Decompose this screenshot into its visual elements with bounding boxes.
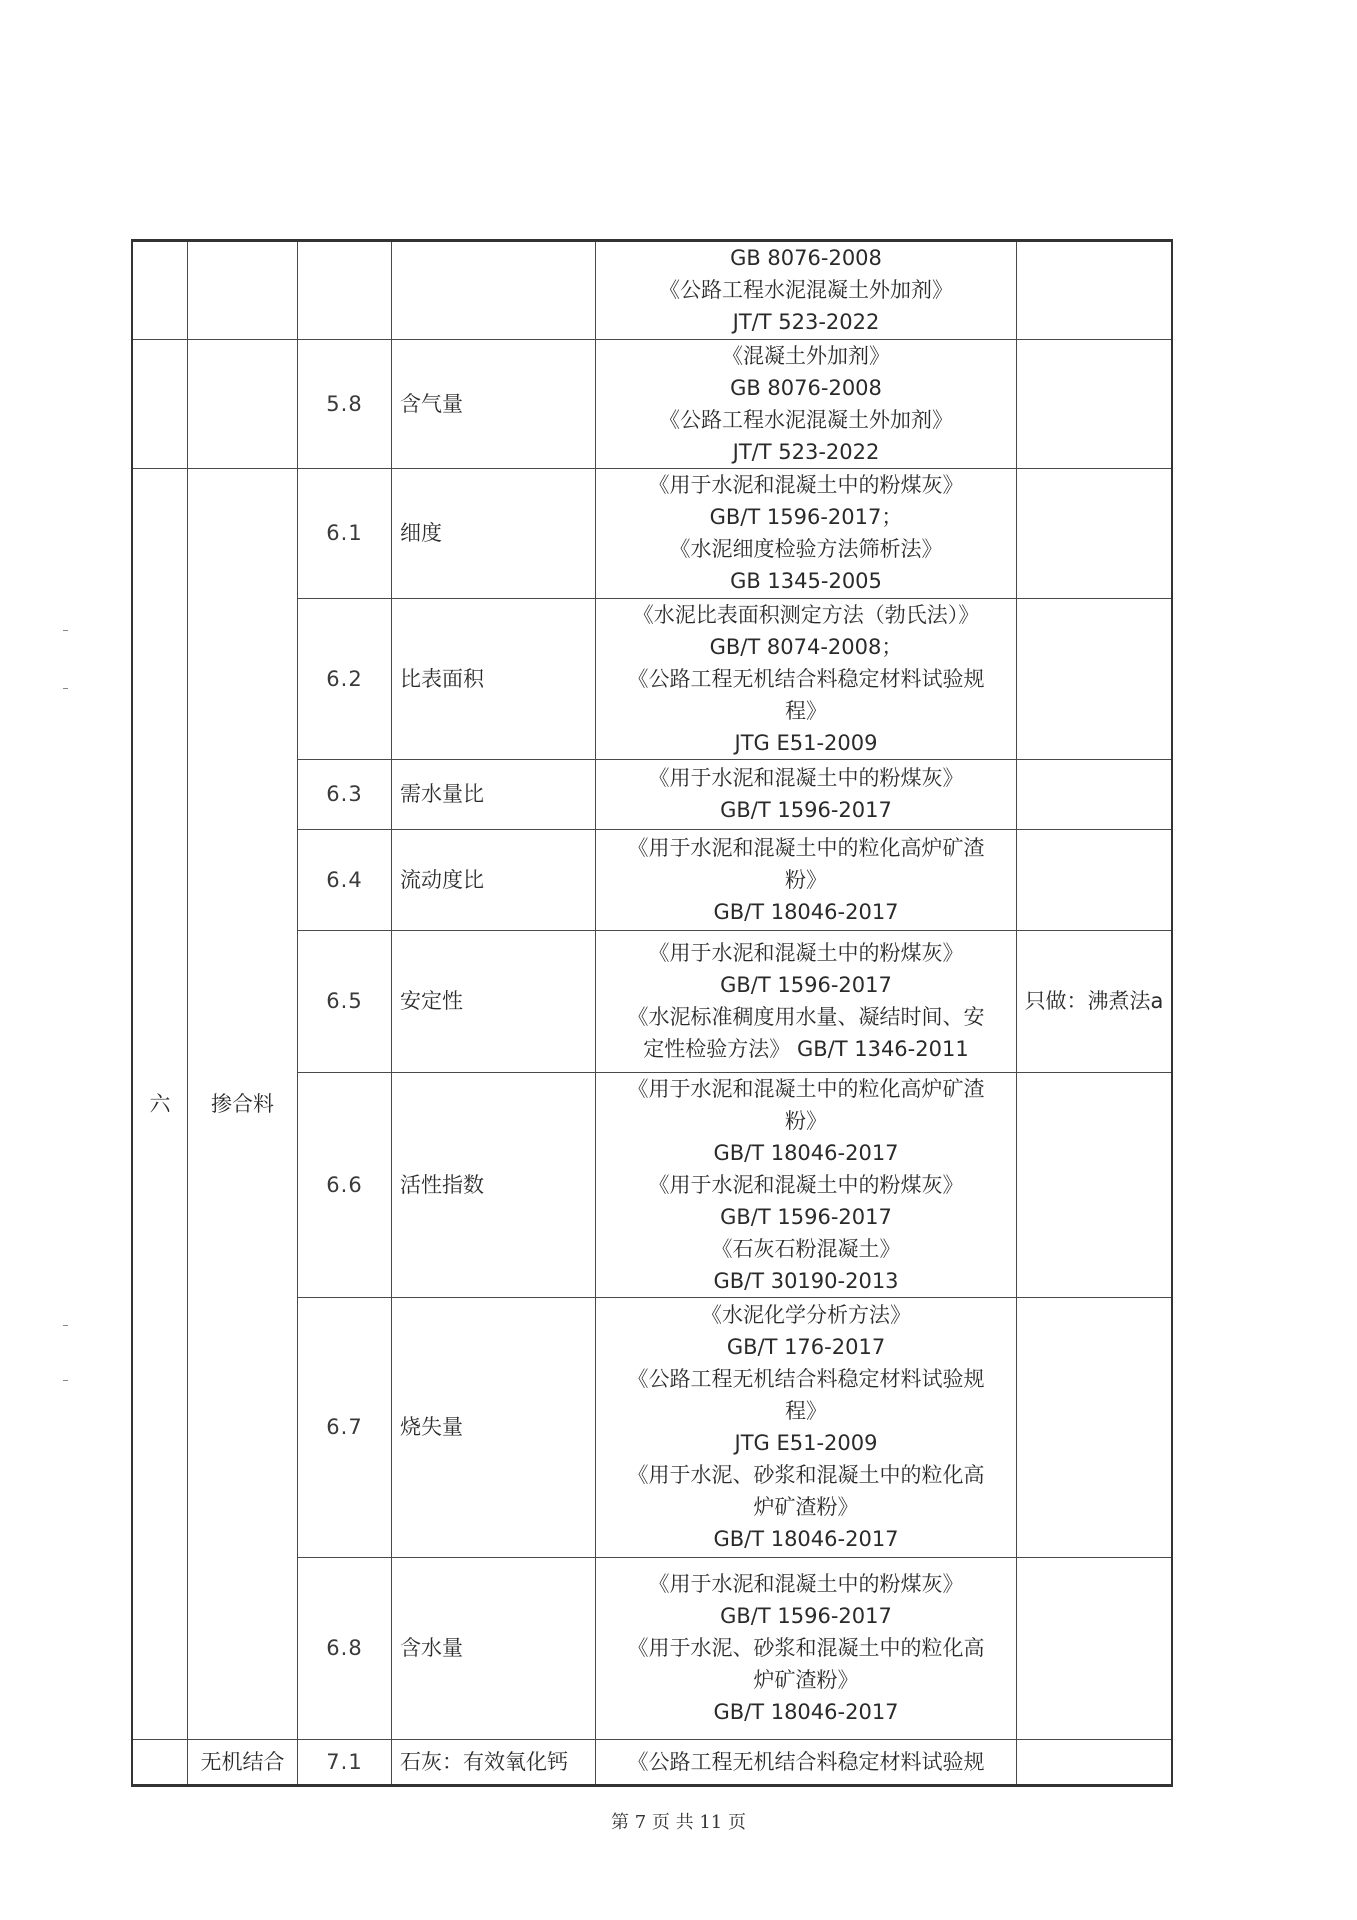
note-cell <box>1017 468 1172 598</box>
note-cell <box>1017 759 1172 829</box>
table-row <box>133 241 1172 339</box>
standard-line: 《混凝土外加剂》 <box>722 343 890 368</box>
parameter-name: 需水量比 <box>392 759 596 829</box>
standard-cell <box>596 598 1017 759</box>
category-name-cell <box>188 241 298 339</box>
note-cell <box>1017 1297 1172 1557</box>
standard-line: 《用于水泥、砂浆和混凝土中的粒化高 <box>627 1636 985 1660</box>
standard-line: 《公路工程无机结合料稳定材料试验规 <box>627 1749 985 1774</box>
parameter-name: 细度 <box>392 468 596 598</box>
standard-line: 炉矿渣粉》 <box>753 1668 859 1692</box>
standard-cell <box>596 1739 1017 1785</box>
standard-line: 《用于水泥和混凝土中的粉煤灰》 <box>648 1172 964 1197</box>
standard-line: 粉》 <box>785 867 827 892</box>
standard-line: GB/T 18046-2017 <box>713 899 899 924</box>
scan-edge-mark <box>63 688 68 689</box>
standard-cell <box>596 829 1017 930</box>
note-cell <box>1017 339 1172 468</box>
standard-line: 《水泥细度检验方法筛析法》 <box>669 537 943 561</box>
standard-line: 《公路工程无机结合料稳定材料试验规 <box>627 1367 985 1391</box>
standard-cell <box>596 1557 1017 1739</box>
parameter-name: 比表面积 <box>392 598 596 759</box>
table-row <box>133 1739 1172 1785</box>
standard-line: 《用于水泥和混凝土中的粉煤灰》 <box>648 473 964 497</box>
standard-line: GB/T 30190-2013 <box>713 1268 899 1293</box>
item-number: 7.1 <box>298 1739 392 1785</box>
table-row <box>133 339 1172 468</box>
standard-line: JTG E51-2009 <box>734 730 878 755</box>
standard-line: GB 8076-2008 <box>730 375 882 400</box>
standard-line: 《用于水泥和混凝土中的粒化高炉矿渣 <box>627 835 985 860</box>
page-footer: 第 7 页 共 11 页 <box>611 1812 746 1833</box>
note-cell <box>1017 598 1172 759</box>
category-number: 六 <box>133 468 188 1739</box>
category-name: 掺合料 <box>188 468 298 1739</box>
category-number-cell <box>133 339 188 468</box>
standard-line: 程》 <box>785 1399 827 1423</box>
standard-line: JT/T 523-2022 <box>732 439 880 464</box>
item-number: 6.7 <box>298 1297 392 1557</box>
standard-line: 《公路工程无机结合料稳定材料试验规 <box>627 666 985 691</box>
standard-line: GB/T 176-2017 <box>726 1335 886 1359</box>
standard-cell <box>596 241 1017 339</box>
category-number <box>133 1739 188 1785</box>
standard-line: GB/T 1596-2017 <box>720 973 892 997</box>
standard-cell <box>596 468 1017 598</box>
item-number: 5.8 <box>298 339 392 468</box>
table-body <box>133 241 1172 1785</box>
scan-edge-mark <box>63 1380 68 1381</box>
parameter-name <box>392 241 596 339</box>
note-cell <box>1017 241 1172 339</box>
standard-line: 《用于水泥和混凝土中的粒化高炉矿渣 <box>627 1076 985 1101</box>
standard-line: 《公路工程水泥混凝土外加剂》 <box>659 278 953 303</box>
standard-line: 《用于水泥和混凝土中的粉煤灰》 <box>648 1572 964 1596</box>
standard-line: 《用于水泥和混凝土中的粉煤灰》 <box>648 941 964 965</box>
item-number: 6.8 <box>298 1557 392 1739</box>
standard-line: GB/T 18046-2017 <box>713 1527 899 1551</box>
standard-line: GB/T 8074-2008； <box>709 634 903 659</box>
standard-line: 《用于水泥和混凝土中的粉煤灰》 <box>648 766 964 790</box>
note-cell <box>1017 1072 1172 1297</box>
standard-line: JT/T 523-2022 <box>732 310 880 335</box>
standard-line: JTG E51-2009 <box>734 1431 878 1455</box>
item-number: 6.3 <box>298 759 392 829</box>
note-cell: 只做：沸煮法a <box>1017 930 1172 1072</box>
standard-line: 粉》 <box>785 1108 827 1133</box>
standard-cell <box>596 1072 1017 1297</box>
standards-table <box>132 240 1172 1786</box>
standard-line: GB/T 18046-2017 <box>713 1700 899 1724</box>
standard-line: GB/T 1596-2017 <box>720 798 892 822</box>
note-cell <box>1017 1739 1172 1785</box>
note-cell <box>1017 829 1172 930</box>
item-number: 6.6 <box>298 1072 392 1297</box>
standard-line: GB/T 18046-2017 <box>713 1140 899 1165</box>
scan-edge-mark <box>63 1325 68 1326</box>
category-name: 无机结合 <box>188 1739 298 1785</box>
parameter-name: 烧失量 <box>392 1297 596 1557</box>
note-cell <box>1017 1557 1172 1739</box>
standard-line: GB 1345-2005 <box>730 569 882 593</box>
standard-cell <box>596 759 1017 829</box>
standard-line: 炉矿渣粉》 <box>753 1495 859 1519</box>
standard-line: 《水泥化学分析方法》 <box>701 1303 911 1327</box>
parameter-name: 流动度比 <box>392 829 596 930</box>
standard-line: 程》 <box>785 698 827 723</box>
standard-cell <box>596 930 1017 1072</box>
standard-line: GB/T 1596-2017 <box>720 1604 892 1628</box>
standard-cell <box>596 339 1017 468</box>
standard-line: 《用于水泥、砂浆和混凝土中的粒化高 <box>627 1463 985 1487</box>
standard-line: 《水泥比表面积测定方法（勃氏法）》 <box>632 602 980 627</box>
parameter-name: 石灰：有效氧化钙 <box>392 1739 596 1785</box>
item-number: 6.2 <box>298 598 392 759</box>
category-name-cell <box>188 339 298 468</box>
item-number: 6.1 <box>298 468 392 598</box>
item-number: 6.4 <box>298 829 392 930</box>
scan-edge-mark <box>63 630 68 631</box>
standard-line: GB 8076-2008 <box>730 246 882 271</box>
table-row <box>133 468 1172 598</box>
standard-line: GB/T 1596-2017； <box>709 505 903 529</box>
standard-line: 《石灰石粉混凝土》 <box>711 1236 901 1261</box>
standard-line: GB/T 1596-2017 <box>720 1204 892 1229</box>
parameter-name: 活性指数 <box>392 1072 596 1297</box>
parameter-name: 含气量 <box>392 339 596 468</box>
standard-cell <box>596 1297 1017 1557</box>
item-number <box>298 241 392 339</box>
standard-line: 《公路工程水泥混凝土外加剂》 <box>659 407 953 432</box>
parameter-name: 含水量 <box>392 1557 596 1739</box>
standard-line: 《水泥标准稠度用水量、凝结时间、安 <box>627 1005 985 1029</box>
standard-line: 定性检验方法》 GB/T 1346-2011 <box>643 1037 969 1061</box>
category-number-cell <box>133 241 188 339</box>
item-number: 6.5 <box>298 930 392 1072</box>
parameter-name: 安定性 <box>392 930 596 1072</box>
